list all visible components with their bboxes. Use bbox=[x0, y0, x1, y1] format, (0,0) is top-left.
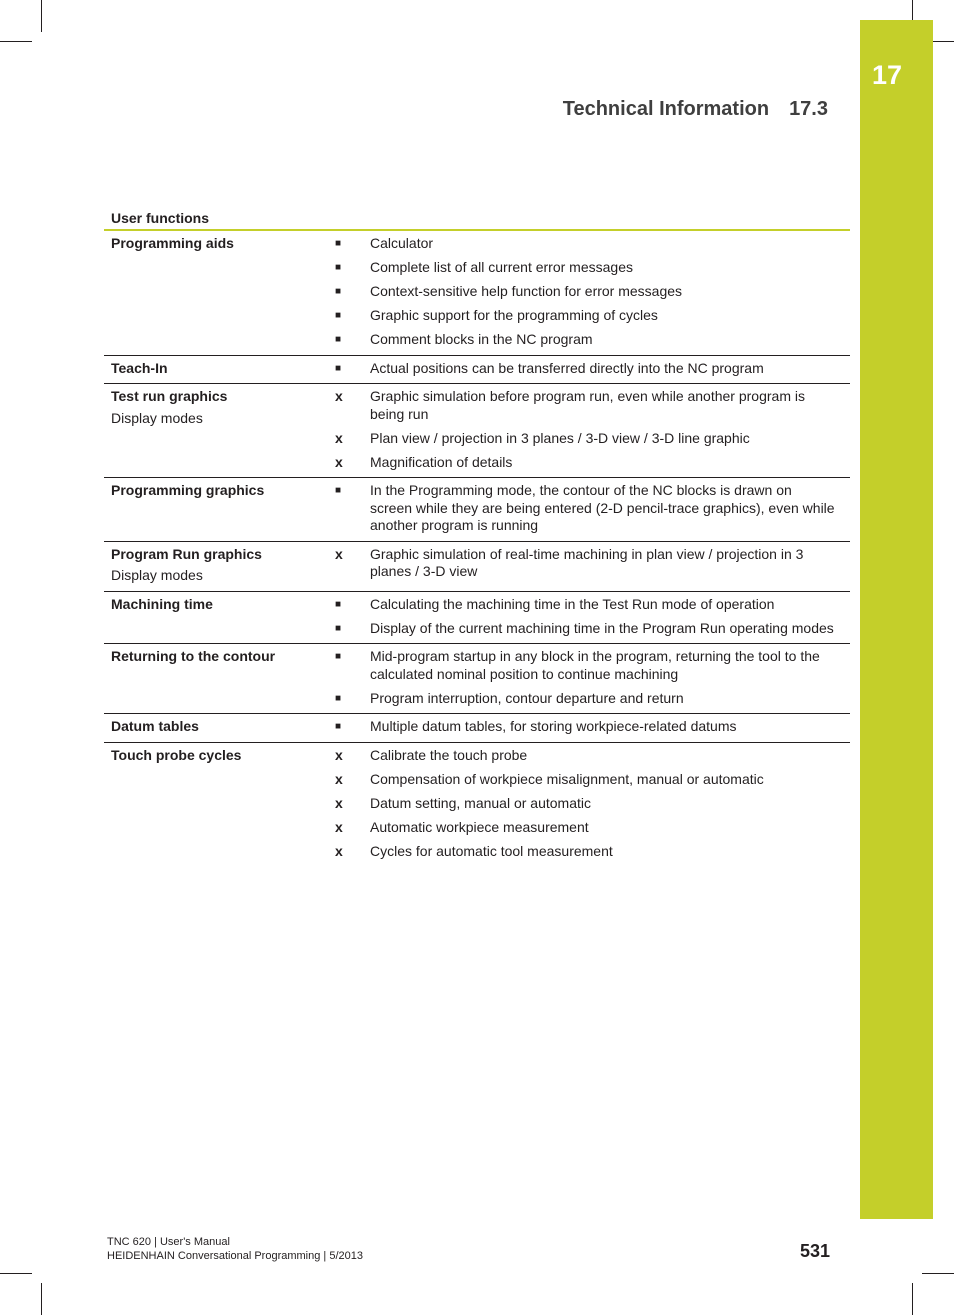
bullet-marker: ■ bbox=[335, 622, 342, 634]
feature-name: Program Run graphics bbox=[111, 545, 262, 562]
user-functions-table bbox=[104, 206, 850, 866]
feature-name: Programming aids bbox=[111, 235, 234, 251]
list-item bbox=[332, 454, 850, 472]
item-text: Graphic support for the programming of cycles bbox=[370, 307, 658, 323]
feature-items bbox=[332, 648, 850, 707]
item-text: Calculating the machining time in the Test Run mode of operation bbox=[370, 595, 775, 612]
item-text: Calculator bbox=[370, 235, 434, 251]
bullet-marker: ■ bbox=[335, 598, 342, 610]
feature-name: Returning to the contour bbox=[111, 648, 276, 664]
bullet-marker: ■ bbox=[335, 238, 342, 249]
list-item bbox=[332, 620, 850, 638]
feature-cell bbox=[104, 482, 332, 535]
feature-cell bbox=[104, 546, 332, 585]
crop-mark bbox=[0, 41, 32, 42]
header-section: 17.3 bbox=[789, 98, 828, 120]
feature-name: Datum tables bbox=[111, 718, 199, 734]
option-marker: x bbox=[335, 545, 343, 562]
feature-cell bbox=[104, 388, 332, 471]
item-text: Plan view / projection in 3 planes / 3-D view / 3-D line graphic bbox=[370, 429, 750, 446]
list-item bbox=[332, 360, 850, 378]
feature-name: Teach-In bbox=[111, 359, 168, 376]
footer bbox=[107, 1235, 363, 1263]
option-marker: x bbox=[335, 746, 343, 763]
item-text: Program interruption, contour departure and return bbox=[370, 689, 684, 706]
table-row bbox=[104, 743, 850, 867]
list-item bbox=[332, 718, 850, 736]
crop-mark bbox=[41, 0, 42, 32]
option-marker: x bbox=[335, 818, 343, 835]
list-item bbox=[332, 795, 850, 813]
item-text: Datum setting, manual or automatic bbox=[370, 794, 591, 811]
option-marker: x bbox=[335, 770, 343, 787]
crop-mark bbox=[912, 1283, 913, 1315]
item-text: Graphic simulation before program run, even while another program is being run bbox=[370, 388, 805, 422]
item-text: Compensation of workpiece misalignment, manual or automatic bbox=[370, 770, 764, 787]
bullet-marker: ■ bbox=[335, 721, 342, 732]
page-number: 531 bbox=[799, 1241, 830, 1261]
table-row bbox=[104, 478, 850, 542]
list-item bbox=[332, 307, 850, 325]
list-item bbox=[332, 819, 850, 837]
header-title: Technical Information bbox=[562, 98, 770, 120]
chapter-tab bbox=[860, 20, 933, 1219]
option-marker: x bbox=[335, 388, 343, 404]
table-row bbox=[104, 384, 850, 478]
item-text: Graphic simulation of real-time machining in plan view / projection in 3 planes / 3-D view bbox=[370, 545, 804, 579]
table-row bbox=[104, 714, 850, 743]
feature-name: Test run graphics bbox=[111, 388, 228, 404]
list-item bbox=[332, 331, 850, 349]
table-row bbox=[104, 592, 850, 645]
item-text: In the Programming mode, the contour of the NC blocks is drawn on screen while they are being entered (2-D pencil-trace graphics), even while another program is running bbox=[370, 482, 835, 533]
feature-items bbox=[332, 596, 850, 638]
feature-cell bbox=[104, 648, 332, 707]
option-marker: x bbox=[335, 842, 343, 859]
table-row bbox=[104, 644, 850, 714]
list-item bbox=[332, 235, 850, 253]
bullet-marker: ■ bbox=[335, 651, 342, 662]
item-text: Cycles for automatic tool measurement bbox=[370, 842, 613, 859]
feature-cell bbox=[104, 747, 332, 861]
bullet-marker: ■ bbox=[335, 286, 342, 297]
feature-cell bbox=[104, 235, 332, 349]
feature-cell bbox=[104, 360, 332, 378]
list-item bbox=[332, 596, 850, 614]
item-text: Comment blocks in the NC program bbox=[370, 331, 593, 347]
item-text: Actual positions can be transferred directly into the NC program bbox=[370, 359, 764, 376]
table-body bbox=[104, 231, 850, 866]
list-item bbox=[332, 546, 850, 581]
table-heading: User functions bbox=[104, 206, 850, 231]
list-item bbox=[332, 843, 850, 861]
item-text: Display of the current machining time in the Program Run operating modes bbox=[370, 619, 834, 636]
feature-name: Programming graphics bbox=[111, 482, 265, 498]
feature-items bbox=[332, 747, 850, 861]
list-item bbox=[332, 283, 850, 301]
feature-items bbox=[332, 546, 850, 585]
list-item bbox=[332, 771, 850, 789]
bullet-marker: ■ bbox=[335, 362, 342, 374]
feature-name: Machining time bbox=[111, 595, 213, 612]
bullet-marker: ■ bbox=[335, 334, 342, 345]
feature-items bbox=[332, 235, 850, 349]
bullet-marker: ■ bbox=[335, 692, 342, 704]
table-row bbox=[104, 542, 850, 592]
list-item bbox=[332, 430, 850, 448]
feature-cell bbox=[104, 718, 332, 736]
footer-line-2: HEIDENHAIN Conversational Programming | 5/2013 bbox=[107, 1250, 363, 1262]
feature-subtitle: Display modes bbox=[111, 409, 203, 426]
table-row bbox=[104, 231, 850, 356]
list-item bbox=[332, 690, 850, 708]
chapter-number: 17 bbox=[871, 60, 903, 90]
item-text: Mid-program startup in any block in the program, returning the tool to the calculated nominal position to continue machining bbox=[370, 648, 820, 682]
bullet-marker: ■ bbox=[335, 485, 342, 496]
list-item bbox=[332, 482, 850, 535]
option-marker: x bbox=[335, 429, 343, 446]
list-item bbox=[332, 388, 850, 423]
item-text: Automatic workpiece measurement bbox=[370, 818, 589, 835]
item-text: Complete list of all current error messages bbox=[370, 259, 633, 275]
bullet-marker: ■ bbox=[335, 310, 342, 321]
item-text: Context-sensitive help function for error messages bbox=[370, 283, 683, 299]
table-row bbox=[104, 356, 850, 385]
option-marker: x bbox=[335, 453, 343, 470]
feature-items bbox=[332, 482, 850, 535]
item-text: Multiple datum tables, for storing workpiece-related datums bbox=[370, 718, 737, 734]
footer-line-1: TNC 620 | User's Manual bbox=[107, 1236, 230, 1248]
feature-items bbox=[332, 388, 850, 471]
feature-cell bbox=[104, 596, 332, 638]
item-text: Magnification of details bbox=[370, 453, 513, 470]
list-item bbox=[332, 747, 850, 765]
list-item bbox=[332, 648, 850, 683]
feature-subtitle: Display modes bbox=[111, 567, 203, 583]
item-text: Calibrate the touch probe bbox=[370, 746, 528, 763]
feature-name: Touch probe cycles bbox=[111, 746, 242, 763]
running-header bbox=[400, 98, 828, 121]
bullet-marker: ■ bbox=[335, 262, 342, 273]
option-marker: x bbox=[335, 794, 343, 811]
crop-mark bbox=[41, 1283, 42, 1315]
crop-mark bbox=[922, 1273, 954, 1274]
list-item bbox=[332, 259, 850, 277]
feature-items bbox=[332, 360, 850, 378]
crop-mark bbox=[0, 1273, 32, 1274]
feature-items bbox=[332, 718, 850, 736]
